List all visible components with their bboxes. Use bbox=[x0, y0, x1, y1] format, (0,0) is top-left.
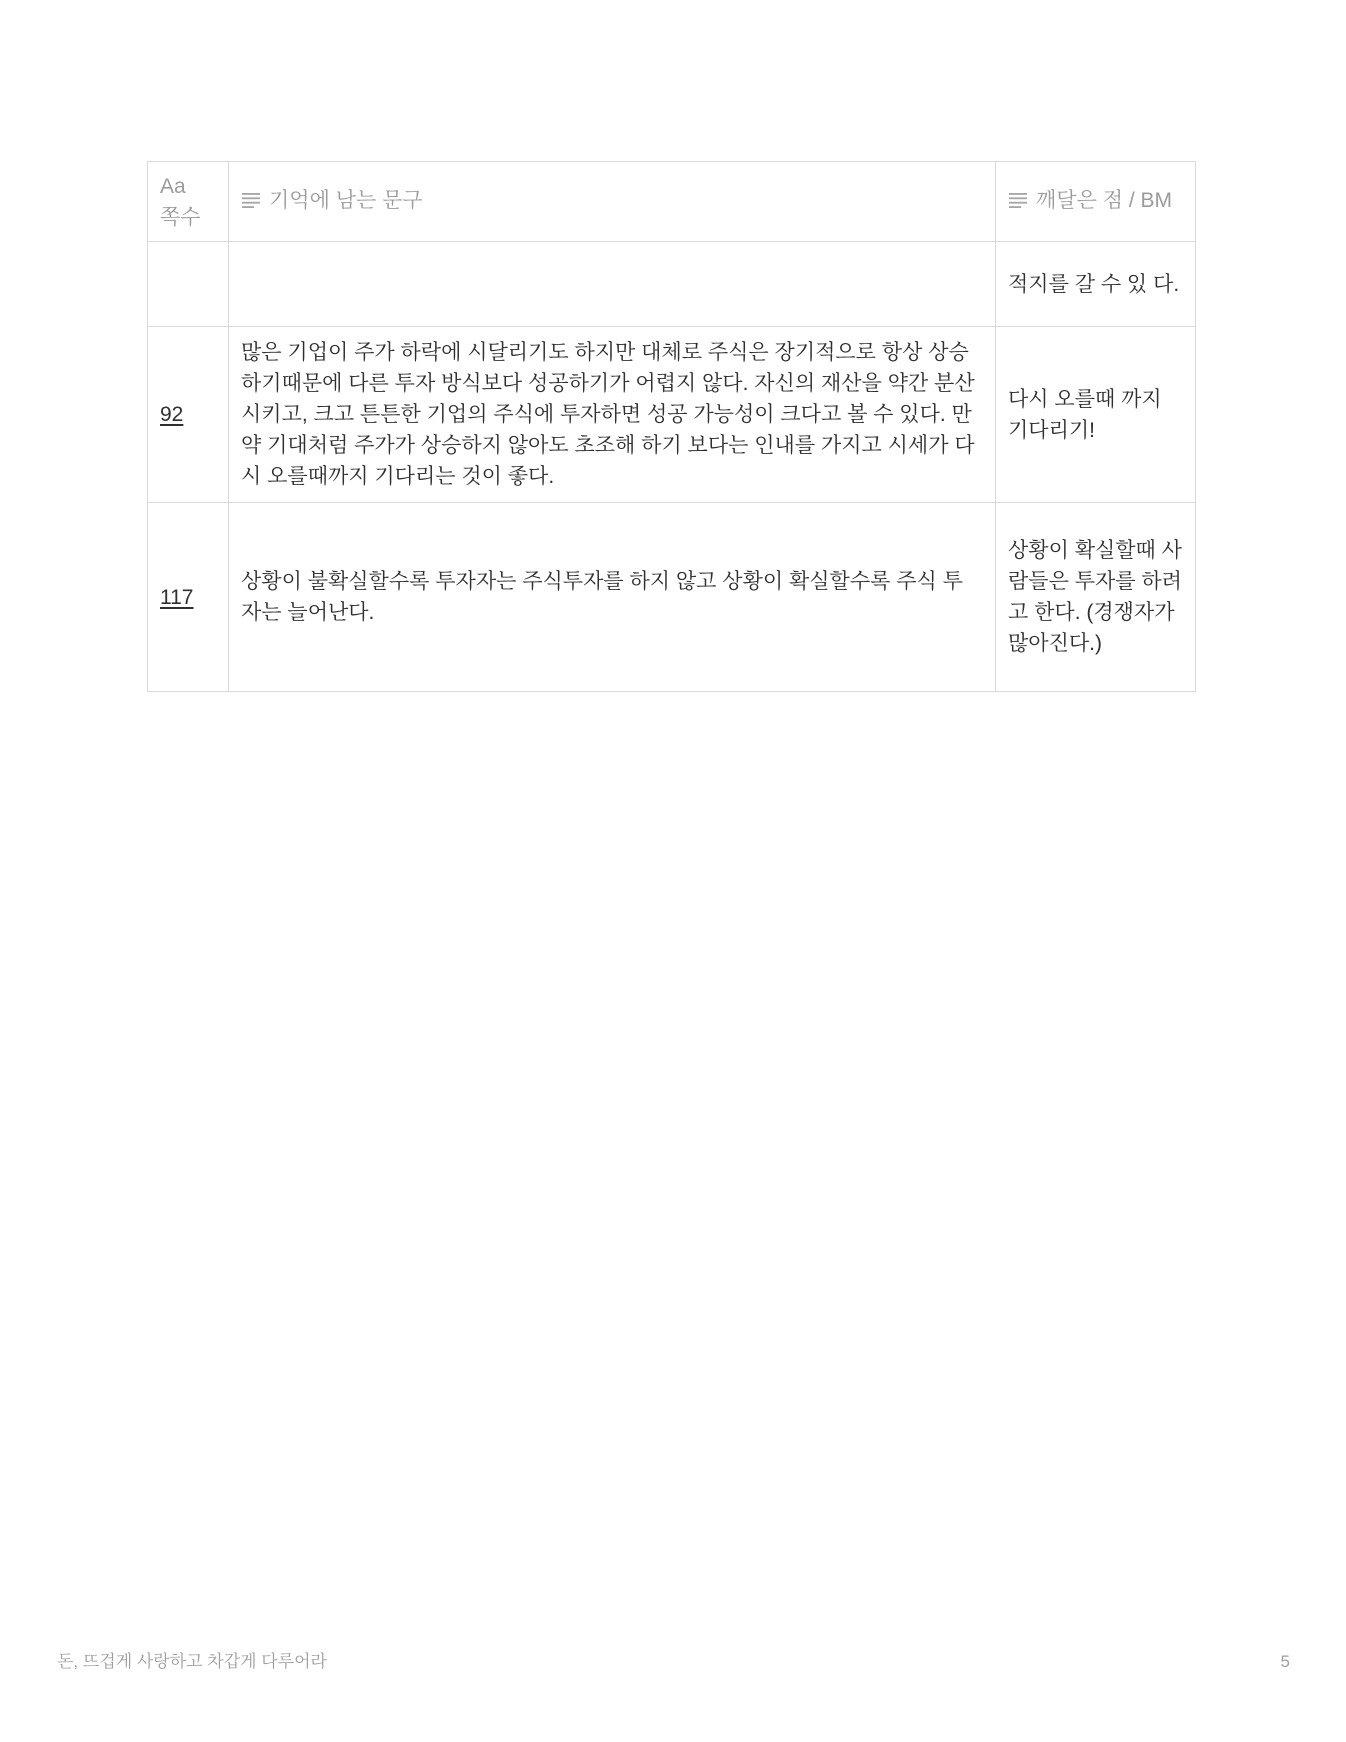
title-property-icon: Aa bbox=[160, 174, 186, 198]
footer-page-number: 5 bbox=[1280, 1652, 1290, 1671]
quote-cell: 상황이 불확실할수록 투자자는 주식투자를 하지 않고 상황이 확실할수록 주식 투자는 늘어난다. bbox=[229, 503, 996, 692]
page-footer bbox=[57, 1650, 1290, 1674]
quote-cell bbox=[229, 242, 996, 327]
page-number-cell bbox=[148, 242, 229, 327]
page-link-92[interactable]: 92 bbox=[160, 403, 184, 426]
column-header-insight bbox=[996, 162, 1196, 242]
insight-cell: 상황이 확실할때 사람들은 투자를 하려고 한다. (경쟁자가 많아진다.) bbox=[996, 503, 1196, 692]
insight-cell: 적지를 갈 수 있 다. bbox=[996, 242, 1196, 327]
quote-cell: 많은 기업이 주가 하락에 시달리기도 하지만 대체로 주식은 장기적으로 항상 상승하기때문에 다른 투자 방식보다 성공하기가 어렵지 않다. 자신의 재산을 약간 분산시키고, 크고 튼튼한 기업의 주식에 투자하면 성공 가능성이 크다고 볼 수 있다. 만약 기대처럼 주가가 상승하지 않아도 초조해 하기 보다는 인내를 가지고 시세가 다시 오를때까지 기다리는 것이 좋다. bbox=[229, 327, 996, 503]
footer-book-title: 돈, 뜨겁게 사랑하고 차갑게 다루어라 bbox=[57, 1652, 327, 1671]
page-number-cell bbox=[148, 327, 229, 503]
column-header-quote-label: 기억에 남는 문구 bbox=[269, 189, 423, 212]
table-header-row bbox=[148, 162, 1196, 242]
notes-table bbox=[147, 161, 1196, 692]
column-header-quote bbox=[229, 162, 996, 242]
page-number-cell bbox=[148, 503, 229, 692]
page-link-117[interactable]: 117 bbox=[160, 585, 194, 609]
table-row-continuation bbox=[148, 242, 1196, 327]
column-header-insight-label: 깨달은 점 / BM bbox=[1036, 189, 1172, 212]
text-property-icon bbox=[1008, 187, 1028, 218]
column-header-page bbox=[148, 162, 229, 242]
insight-cell: 다시 오를때 까지 기다리기! bbox=[996, 327, 1196, 503]
table-row-117 bbox=[148, 503, 1196, 692]
text-property-icon bbox=[241, 187, 261, 218]
table-row-92 bbox=[148, 327, 1196, 503]
column-header-page-label: 쪽수 bbox=[160, 205, 201, 229]
